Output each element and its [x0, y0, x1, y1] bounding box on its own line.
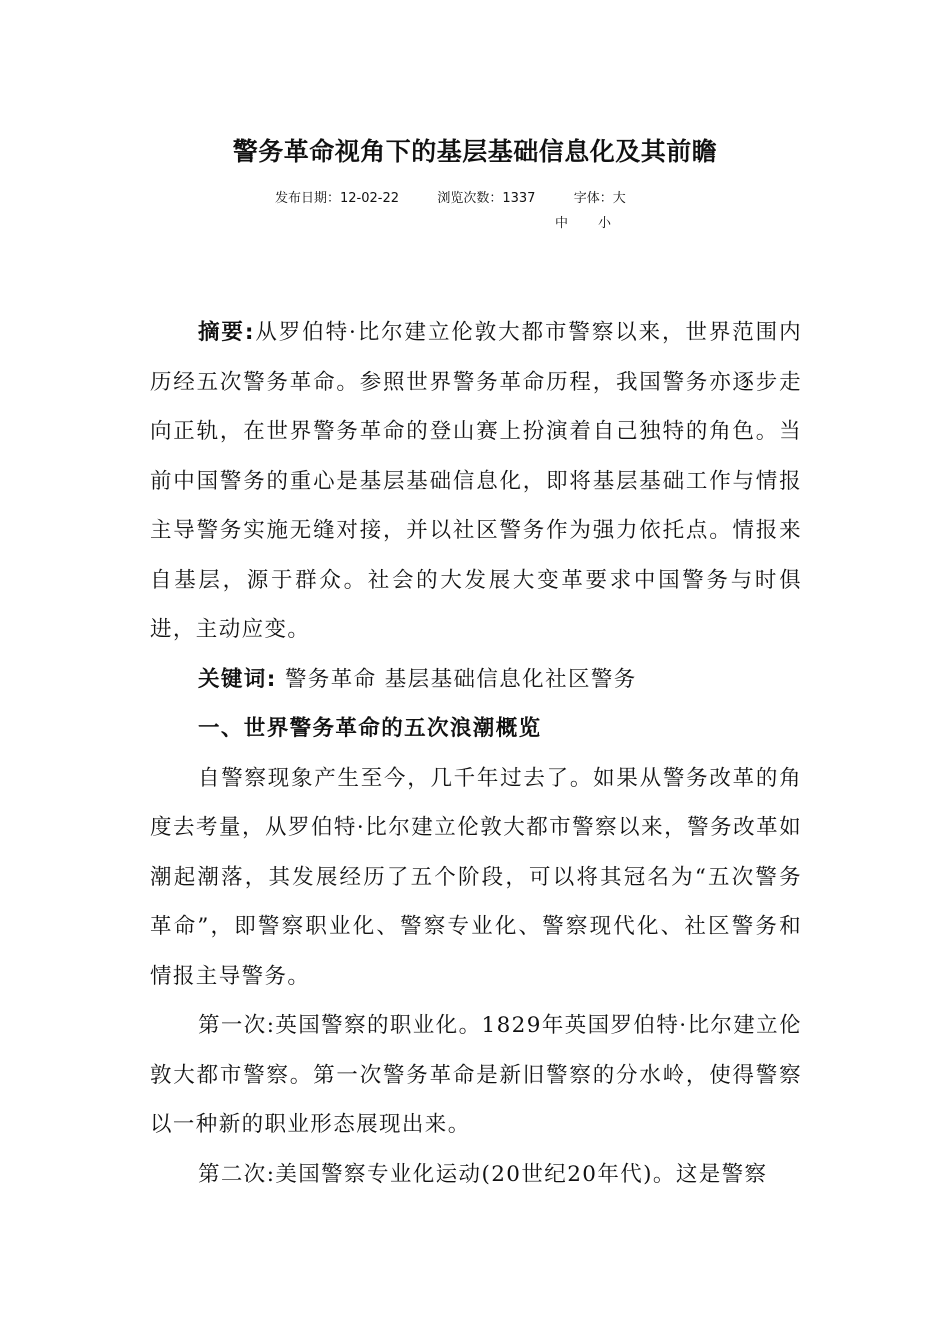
abstract-label: 摘要:	[198, 320, 255, 345]
abstract-paragraph	[150, 308, 802, 655]
body-paragraph: 第二次:美国警察专业化运动(20世纪20年代)。这是警察	[198, 1161, 768, 1187]
section-heading: 一、世界警务革命的五次浪潮概览	[198, 716, 542, 741]
article-title: 警务革命视角下的基层基础信息化及其前瞻	[232, 137, 718, 166]
abstract-text: 从罗伯特·比尔建立伦敦大都市警察以来，世界范围内历经五次警务革命。参照世界警务革命历程，我国警务亦逐步走向正轨，在世界警务革命的登山赛上扮演着自己独特的角色。当前中国警务的重心是基层基础信息化，即将基层基础工作与情报主导警务实施无缝对接，并以社区警务作为强力依托点。情报来自基层，源于群众。社会的大发展大变革要求中国警务与时俱进，主动应变。	[150, 320, 802, 642]
keywords-text: 警务革命 基层基础信息化社区警务	[284, 666, 637, 692]
keywords-label: 关键词:	[198, 666, 277, 692]
views-label: 浏览次数：	[437, 191, 503, 206]
article-meta	[275, 189, 626, 209]
keywords-paragraph	[150, 655, 802, 705]
font-size-label: 字体：	[573, 191, 613, 206]
font-size-small-link[interactable]: 小	[598, 216, 612, 231]
date-label: 发布日期：	[275, 191, 341, 206]
article-body	[150, 308, 802, 1199]
body-paragraph: 第一次:英国警察的职业化。1829年英国罗伯特·比尔建立伦敦大都市警察。第一次警务革命是新旧警察的分水岭，使得警察以一种新的职业形态展现出来。	[150, 1013, 802, 1137]
font-size-medium-link[interactable]: 中	[555, 216, 569, 231]
publish-date: 12-02-22	[340, 191, 400, 206]
font-size-large-link[interactable]: 大	[612, 191, 626, 206]
body-paragraph: 自警察现象产生至今，几千年过去了。如果从警务改革的角度去考量，从罗伯特·比尔建立伦敦大都市警察以来，警务改革如潮起潮落，其发展经历了五个阶段，可以将其冠名为“五次警务革命”，即警察职业化、警察专业化、警察现代化、社区警务和情报主导警务。	[150, 765, 802, 989]
view-count: 1337	[502, 191, 536, 206]
font-size-options	[555, 214, 611, 234]
